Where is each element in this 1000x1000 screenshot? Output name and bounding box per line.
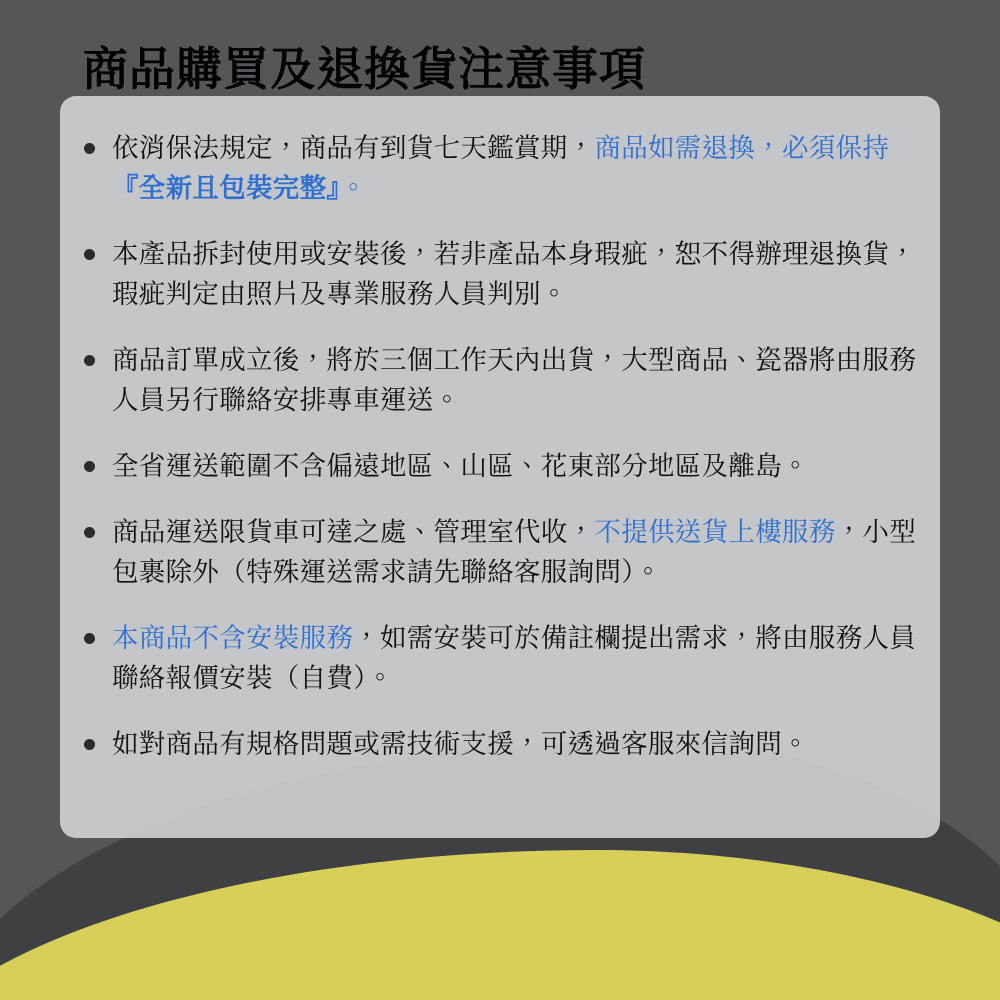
notice-text-segment: 商品運送限貨車可達之處、管理室代收， (112, 517, 595, 547)
notice-text-segment: 商品如需退換，必須保持 (594, 133, 890, 163)
bullet-icon (84, 355, 95, 366)
bullet-icon (84, 143, 95, 154)
notice-item (80, 446, 940, 486)
notice-list (80, 128, 940, 790)
notice-text-segment: 不提供送貨上樓服務 (594, 517, 836, 547)
notice-text-segment: 如對商品有規格問題或需技術支援，可透過客服來信詢問。 (112, 729, 809, 759)
bullet-icon (84, 527, 95, 538)
notice-item (80, 128, 940, 208)
bullet-icon (84, 249, 95, 260)
notice-item (80, 618, 940, 698)
bullet-icon (84, 633, 95, 644)
notice-text-segment: 全省運送範圍不含偏遠地區、山區、花東部分地區及離島。 (112, 451, 809, 481)
notice-text-segment: 本商品不含安裝服務 (112, 623, 354, 653)
bullet-icon (84, 739, 95, 750)
notice-text-segment: ，如需安裝可於備註欄提出需求，將由服務人員聯絡報價安裝（自費）。 (112, 623, 917, 693)
bullet-icon (84, 461, 95, 472)
page-title: 商品購買及退換貨注意事項 (82, 43, 646, 95)
notice-item (80, 512, 940, 592)
notice-text-segment: 。 (339, 173, 367, 203)
notice-text-segment: 本產品拆封使用或安裝後，若非產品本身瑕疵，恕不得辦理退換貨，瑕疵判定由照片及專業服務人員判別。 (112, 239, 916, 309)
notice-text-segment: 依消保法規定，商品有到貨七天鑑賞期， (112, 133, 595, 163)
notice-item (80, 340, 940, 420)
notice-item (80, 724, 940, 764)
notice-item (80, 234, 940, 314)
notice-text-segment: ，小型包裹除外（特殊運送需求請先聯絡客服詢問）。 (112, 517, 917, 587)
notice-text-segment: 『全新且包裝完整』 (112, 173, 340, 203)
notice-text-segment: 商品訂單成立後，將於三個工作天內出貨，大型商品、瓷器將由服務人員另行聯絡安排專車運送。 (112, 345, 916, 415)
